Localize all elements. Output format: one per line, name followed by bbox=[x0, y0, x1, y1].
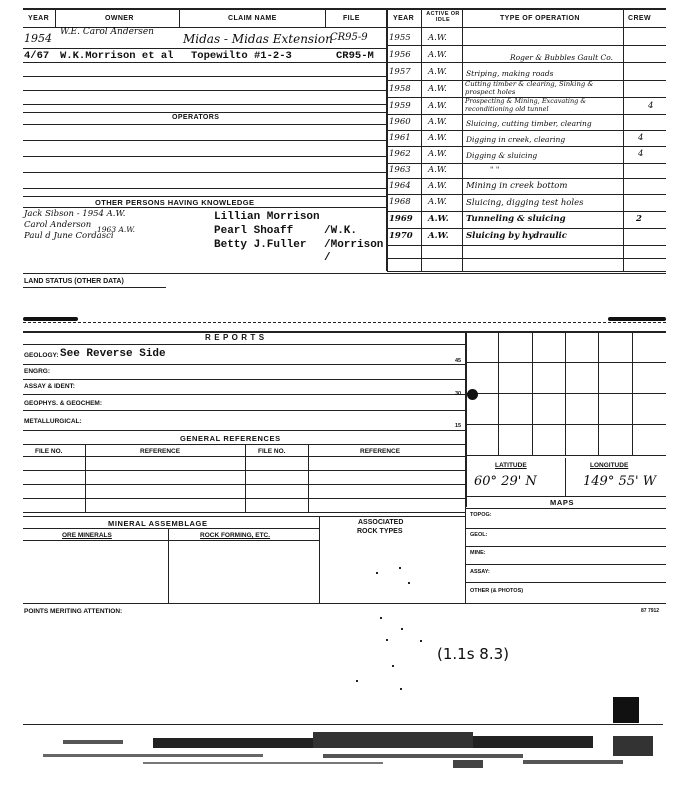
grid-marker-dot bbox=[467, 389, 478, 400]
claim-file-1: CR95-9 bbox=[330, 32, 368, 43]
assay-label: ASSAY & IDENT: bbox=[24, 383, 75, 390]
op-year-1963: 1963 bbox=[389, 165, 411, 175]
op-year-1959: 1959 bbox=[389, 101, 411, 111]
op-year-1955: 1955 bbox=[389, 33, 411, 43]
other-person-1: Jack Sibson - 1954 A.W. bbox=[24, 209, 126, 219]
op-crew-1959: 4 bbox=[648, 101, 654, 111]
claim-name-2: Topewilto #1-2-3 bbox=[191, 50, 292, 62]
geology-value: See Reverse Side bbox=[60, 348, 166, 360]
op-year-1962: 1962 bbox=[389, 149, 411, 159]
op-type-1969: Tunneling & sluicing bbox=[466, 214, 566, 224]
op-year-1960: 1960 bbox=[389, 117, 411, 127]
other-person-2: Carol Anderson bbox=[24, 220, 92, 230]
rock-forming-label: ROCK FORMING, ETC. bbox=[200, 532, 271, 539]
latitude-value: 60° 29' N bbox=[474, 474, 537, 489]
op-year-1956: 1956 bbox=[389, 50, 411, 60]
other-person-typed-2: Pearl Shoaff bbox=[214, 225, 294, 237]
claim-owner-1: W.E. Carol Andersen bbox=[60, 27, 154, 37]
ref-col-file-no-2: FILE NO. bbox=[258, 448, 286, 455]
op-status-1958: A.W. bbox=[428, 84, 447, 94]
maps-topog: TOPOG: bbox=[470, 512, 492, 518]
operators-header: OPERATORS bbox=[172, 114, 220, 121]
op-crew-1961: 4 bbox=[638, 133, 644, 143]
other-person-typed-1: Lillian Morrison bbox=[214, 211, 320, 223]
op-status-1959: A.W. bbox=[428, 101, 447, 111]
op-year-1968: 1968 bbox=[389, 197, 411, 207]
op-year-1958: 1958 bbox=[389, 84, 411, 94]
other-person-note-3: / bbox=[324, 252, 331, 264]
op-type-1961: Digging in creek, clearing bbox=[466, 135, 566, 144]
op-status-1969: A.W. bbox=[428, 214, 449, 224]
ref-col-reference-2: REFERENCE bbox=[360, 448, 401, 455]
claim-year-1: 1954 bbox=[24, 32, 52, 45]
other-person-note-1: /W.K. bbox=[324, 225, 358, 237]
op-status-1964: A.W. bbox=[428, 181, 447, 191]
header-type-of-operation: TYPE OF OPERATION bbox=[500, 15, 580, 22]
op-year-1964: 1964 bbox=[389, 181, 411, 191]
header-year: YEAR bbox=[28, 15, 50, 22]
op-status-1957: A.W. bbox=[428, 67, 447, 77]
claim-file-2: CR95-M bbox=[336, 50, 374, 62]
ore-minerals-label: ORE MINERALS bbox=[62, 532, 112, 539]
ref-col-file-no-1: FILE NO. bbox=[35, 448, 63, 455]
scale-30: 30 bbox=[455, 391, 462, 397]
op-status-1968: A.W. bbox=[428, 197, 447, 207]
claim-owner-2: W.K.Morrison et al bbox=[60, 50, 174, 62]
claim-name-1: Midas - Midas Extension bbox=[183, 32, 333, 46]
op-status-1970: A.W. bbox=[428, 231, 449, 241]
op-year-1970: 1970 bbox=[389, 231, 413, 241]
latitude-label: LATITUDE bbox=[495, 462, 527, 469]
longitude-label: LONGITUDE bbox=[590, 462, 629, 469]
op-status-1956: A.W. bbox=[428, 50, 447, 60]
longitude-value: 149° 55' W bbox=[583, 474, 657, 489]
op-status-1960: A.W. bbox=[428, 117, 447, 127]
op-type-1957: Striping, making roads bbox=[466, 69, 554, 78]
general-references-title: GENERAL REFERENCES bbox=[180, 434, 281, 443]
land-status-label: LAND STATUS (OTHER DATA) bbox=[24, 278, 124, 285]
geophys-label: GEOPHYS. & GEOCHEM: bbox=[24, 400, 103, 407]
maps-geol: GEOL: bbox=[470, 532, 488, 538]
op-type-1970: Sluicing by hydraulic bbox=[466, 231, 567, 241]
points-meriting-attention-label: POINTS MERITING ATTENTION: bbox=[24, 608, 123, 615]
scale-45: 45 bbox=[455, 358, 462, 364]
mineral-assemblage-title: MINERAL ASSEMBLAGE bbox=[108, 519, 208, 528]
scale-15: 15 bbox=[455, 423, 462, 429]
maps-assay: ASSAY: bbox=[470, 569, 490, 575]
op-crew-1969: 2 bbox=[636, 214, 642, 224]
other-persons-header: OTHER PERSONS HAVING KNOWLEDGE bbox=[95, 198, 255, 207]
associated-label: ASSOCIATED bbox=[358, 519, 404, 526]
op-type-1968: Sluicing, digging test holes bbox=[466, 198, 584, 208]
op-type-1956: Roger & Bubbles Gault Co. bbox=[510, 53, 614, 62]
reports-title: R E P O R T S bbox=[205, 333, 265, 342]
maps-other: OTHER (& PHOTOS) bbox=[470, 588, 524, 594]
geology-label: GEOLOGY: bbox=[24, 352, 59, 359]
op-type-1963: " " bbox=[490, 165, 500, 174]
handwritten-annotation: (1.1s 8.3) bbox=[437, 645, 509, 663]
other-person-year: 1963 A.W. bbox=[97, 225, 136, 234]
op-year-1961: 1961 bbox=[389, 133, 411, 143]
maps-mine: MINE: bbox=[470, 550, 486, 556]
claim-year-2: 4/67 bbox=[24, 50, 50, 62]
op-year-1957: 1957 bbox=[389, 67, 411, 77]
op-status-1962: A.W. bbox=[428, 149, 447, 159]
op-type-1960: Sluicing, cutting timber, clearing bbox=[466, 119, 592, 128]
form-number: 87 7912 bbox=[641, 608, 660, 614]
engrg-label: ENGRG: bbox=[24, 368, 50, 375]
op-crew-1962: 4 bbox=[638, 149, 644, 159]
op-status-1963: A.W. bbox=[428, 165, 447, 175]
metallurgical-label: METALLURGICAL: bbox=[24, 418, 82, 425]
op-year-1969: 1969 bbox=[389, 214, 413, 224]
op-type-1958: Cutting timber & clearing, Sinking & prospect holes bbox=[465, 80, 594, 96]
other-person-typed-3: Betty J.Fuller bbox=[214, 239, 307, 251]
op-type-1964: Mining in creek bottom bbox=[466, 181, 568, 191]
op-status-1961: A.W. bbox=[428, 133, 447, 143]
header-crew: CREW bbox=[628, 15, 651, 22]
op-type-1962: Digging & sluicing bbox=[466, 151, 538, 160]
rock-types-label: ROCK TYPES bbox=[357, 528, 403, 535]
header-active-or-idle: ACTIVE OR IDLE bbox=[426, 11, 460, 23]
header-file: FILE bbox=[343, 15, 360, 22]
header-year-ops: YEAR bbox=[393, 15, 415, 22]
op-type-1959: Prospecting & Mining, Excavating & reconditioning old tunnel bbox=[465, 97, 587, 113]
op-status-1955: A.W. bbox=[428, 33, 447, 43]
scan-noise bbox=[23, 726, 663, 776]
other-person-note-2: /Morrison bbox=[324, 239, 384, 251]
other-person-3: Paul d June Cordasci bbox=[24, 231, 114, 241]
maps-title: MAPS bbox=[550, 498, 575, 507]
ref-col-reference-1: REFERENCE bbox=[140, 448, 181, 455]
header-owner: OWNER bbox=[105, 15, 134, 22]
header-claim-name: CLAIM NAME bbox=[228, 15, 277, 22]
